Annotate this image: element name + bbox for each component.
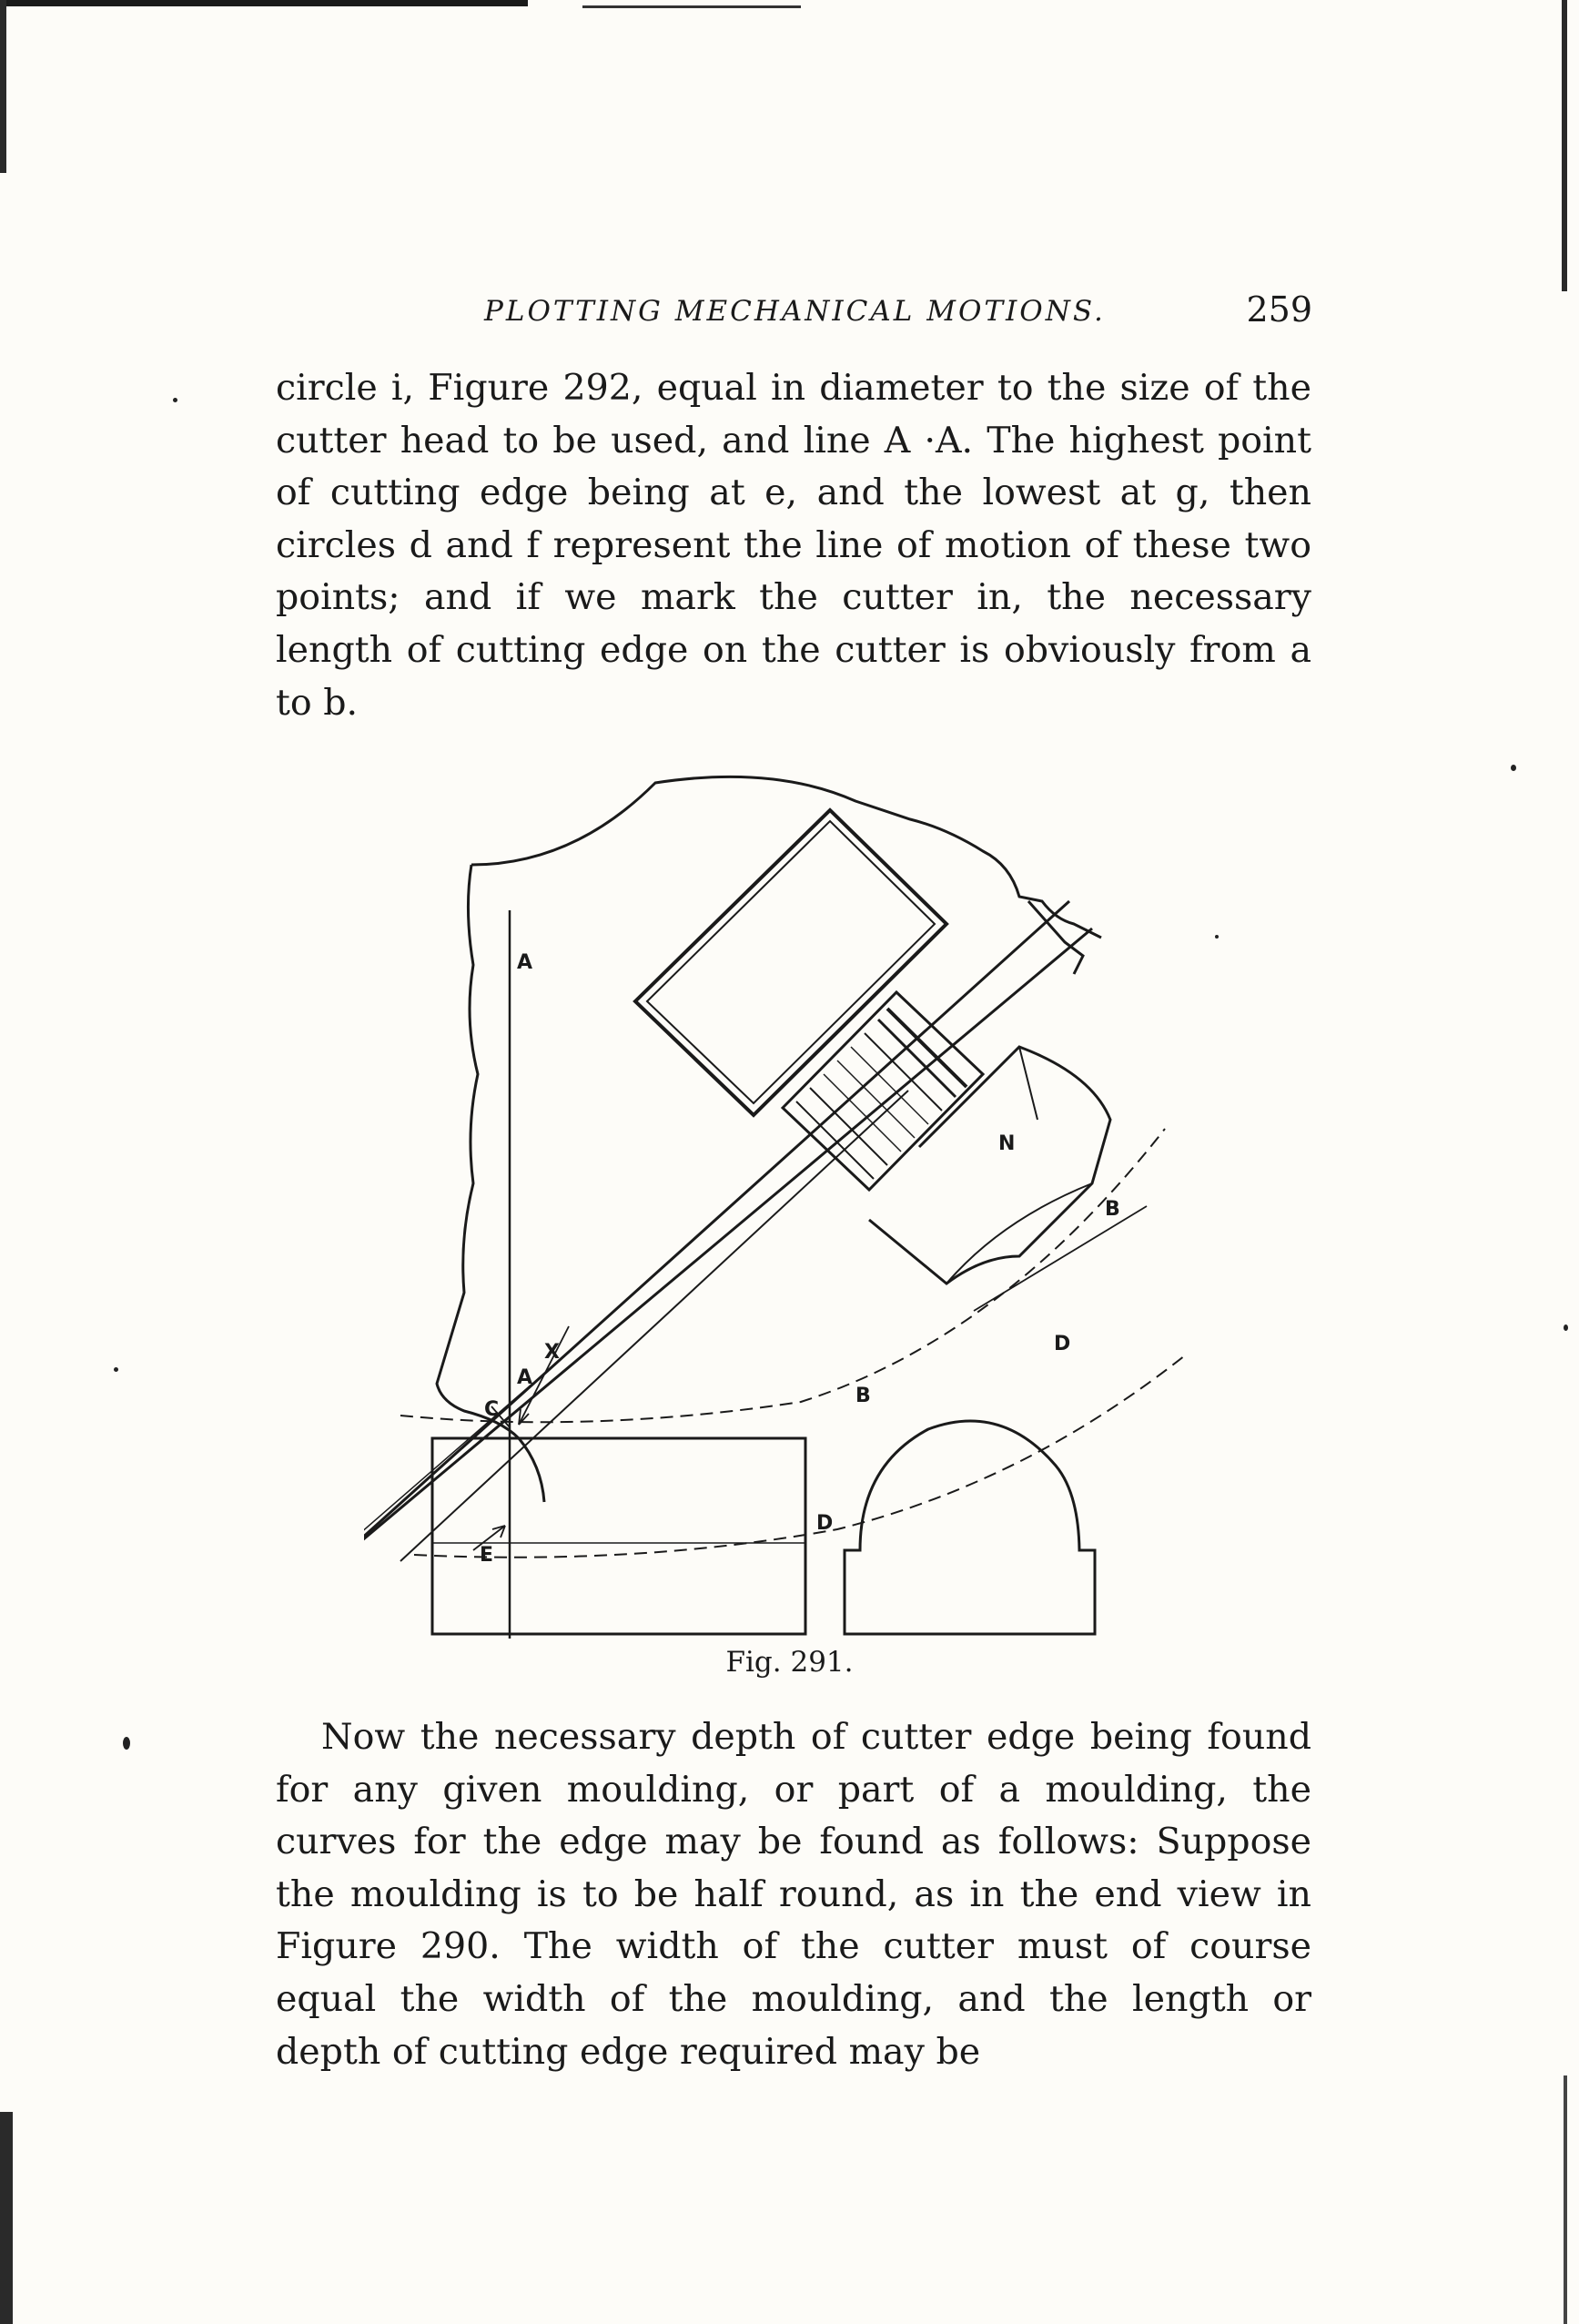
speck <box>173 398 177 402</box>
label-a-top: A <box>517 951 533 974</box>
label-b-circle: B <box>855 1385 871 1407</box>
moulding-block <box>432 1438 805 1634</box>
page-edge-shadow-left-bottom <box>0 2112 13 2324</box>
figure-caption: Fig. 291. <box>725 1646 854 1679</box>
body-paragraph-1: circle i, Figure 292, equal in diameter to the size of the cutter head to be used, and line A ·A. The highest point of cutting edge being at e, and the lowest at g, then circles d and f represent the line of motion of these two points; and if we mark the cutter in, the necessary length of cutting edge on the cutter is obviously from a to b. <box>276 367 1311 724</box>
page-edge-shadow-left <box>0 0 6 173</box>
speck <box>1511 765 1516 771</box>
nut-n <box>869 1047 1110 1284</box>
label-a-lower: A <box>517 1366 533 1389</box>
body-paragraph-2: Now the necessary depth of cutter edge being found for any given moulding, or part of a moulding, the curves for the edge may be found as follows: Suppose the moulding is to be half round, as in the end view in Figure 290. The width of the cutter must of course equal the width of the moulding, and the length or depth of cutting edge required may be <box>276 1716 1311 2073</box>
page-edge-shadow-top <box>0 0 528 6</box>
speck <box>1215 935 1219 939</box>
speck <box>1564 1324 1568 1331</box>
cutter-shank-threaded <box>783 992 983 1190</box>
label-e: E <box>480 1544 494 1567</box>
page-edge-shadow-right <box>1562 0 1567 291</box>
label-d-lower: D <box>816 1512 834 1535</box>
label-x: X <box>544 1341 560 1364</box>
page-header <box>484 289 1312 344</box>
circle-b-arc <box>400 1129 1165 1422</box>
speck <box>123 1737 130 1750</box>
figure-291 <box>364 746 1183 1639</box>
casting-outline-top <box>471 776 1101 938</box>
half-round-end-view <box>845 1421 1095 1634</box>
page-edge-shadow-top-thin <box>582 5 801 8</box>
speck <box>114 1367 118 1372</box>
label-b-small: B <box>1105 1198 1120 1221</box>
label-d-upper: D <box>1054 1333 1071 1355</box>
page-edge-shadow-right-bottom <box>1564 2075 1567 2324</box>
running-title: PLOTTING MECHANICAL MOTIONS. <box>484 295 1106 328</box>
cutter-blade <box>364 901 1092 1561</box>
page-number: 259 <box>1246 289 1312 330</box>
figure-291-diagram <box>364 746 1183 1639</box>
label-n: N <box>998 1132 1016 1155</box>
label-c: C <box>484 1398 500 1421</box>
